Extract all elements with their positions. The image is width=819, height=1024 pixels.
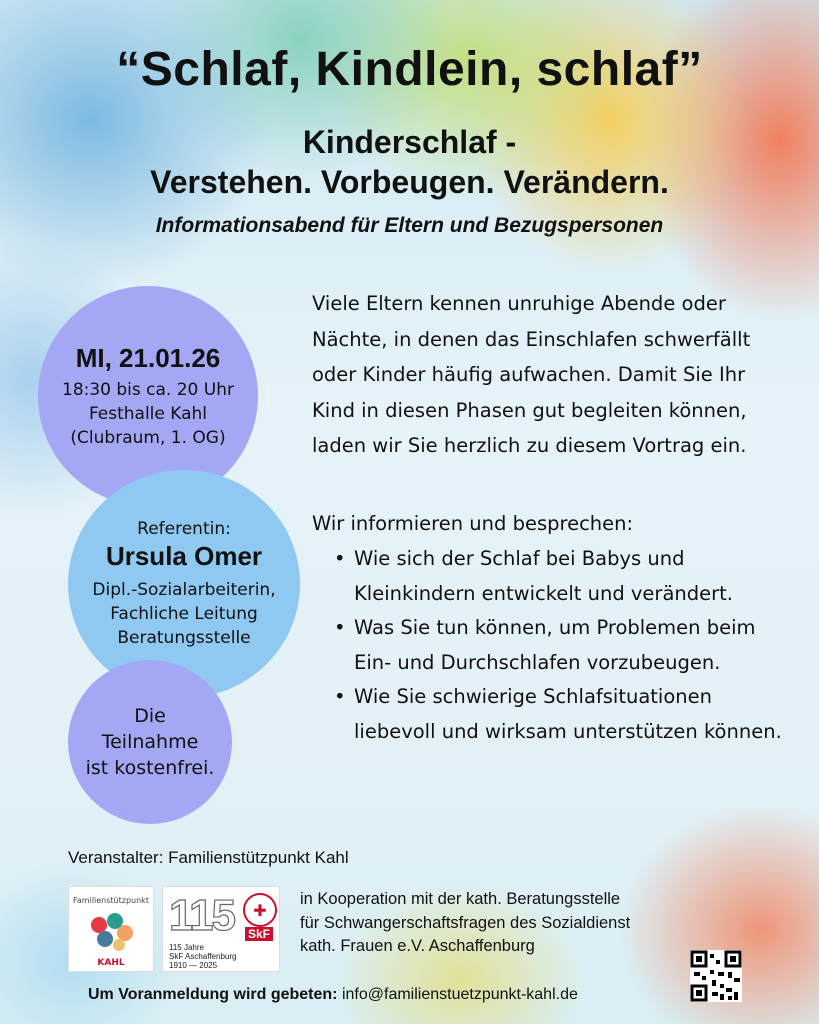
skf-caption-line-3: 1910 — 2025: [169, 961, 218, 970]
page-subtitle: [0, 122, 819, 202]
subtitle-line-1: Kinderschlaf -: [302, 124, 517, 160]
fee-line-3: ist kostenfrei.: [85, 757, 215, 779]
list-item: • Was Sie tun können, um Problemen beim Ein- und Durchschlafen vorzubeugen.: [330, 611, 790, 680]
cooperation-line-2: für Schwangerschaftsfragen des Sozialdienst: [300, 913, 631, 932]
cooperation-text: [300, 888, 740, 959]
page-title: “Schlaf, Kindlein, schlaf”: [116, 43, 703, 96]
registration-email-link[interactable]: info@familienstuetzpunkt-kahl.de: [341, 986, 578, 1003]
speaker-role-2: Fachliche Leitung: [110, 603, 258, 624]
fee-circle: [68, 660, 232, 824]
topics-intro: Wir informieren und besprechen:: [312, 512, 634, 535]
registration-label: Um Voranmeldung wird gebeten:: [88, 986, 338, 1003]
fsp-logo-top-text: Familienstützpunkt: [73, 896, 149, 905]
event-venue: Festhalle Kahl: [88, 403, 208, 424]
event-room: (Clubraum, 1. OG): [70, 427, 226, 448]
speaker-name: Ursula Omer: [105, 540, 263, 571]
topics-list: [330, 542, 790, 749]
organizer: Veranstalter: Familienstützpunkt Kahl: [68, 848, 349, 867]
cooperation-line-3: kath. Frauen e.V. Aschaffenburg: [300, 937, 535, 955]
subtitle-line-2: Verstehen. Vorbeugen. Verändern.: [150, 164, 669, 200]
skf-caption-line-1: 115 Jahre: [169, 943, 204, 952]
skf-anniversary-logo: [162, 886, 280, 972]
speaker-label: Referentin:: [137, 518, 231, 539]
fsp-logo-bottom-text: KAHL: [97, 958, 125, 968]
list-item: • Wie Sie schwierige Schlafsituationen liebevoll und wirksam unterstützen können.: [330, 680, 790, 749]
tagline: Informationsabend für Eltern und Bezugspersonen: [155, 214, 664, 237]
cooperation-line-1: in Kooperation mit der kath. Beratungsstelle: [300, 890, 621, 908]
familienstuetzpunkt-logo: [68, 886, 154, 972]
qr-code-icon[interactable]: [690, 950, 742, 1002]
event-date: MI, 21.01.26: [75, 342, 221, 373]
fee-line-2: Teilnahme: [101, 731, 199, 753]
skf-number: 115: [169, 891, 234, 940]
skf-cross-heart-icon: ✚: [243, 893, 277, 927]
registration: [88, 986, 578, 1004]
list-item: • Wie sich der Schlaf bei Babys und Kleinkindern entwickelt und verändert.: [330, 542, 790, 611]
speaker-circle: [68, 470, 300, 698]
intro-paragraph: Viele Eltern kennen unruhige Abende oder Nächte, in denen das Einschlafen schwerfällt oder Kinder häufig aufwachen. Damit Sie Ihr Kind in diesen Phasen gut begleiten können, laden wir Sie herzlich zu diesem Vortrag ein.: [312, 292, 751, 457]
speaker-role-1: Dipl.-Sozialarbeiterin,: [92, 579, 276, 600]
speaker-role-3: Beratungsstelle: [117, 627, 251, 648]
event-time: 18:30 bis ca. 20 Uhr: [62, 379, 234, 400]
skf-mark: SkF: [245, 927, 273, 941]
event-details-circle: [38, 286, 258, 506]
children-hands-logo: [69, 887, 153, 971]
skf-caption-line-2: SkF Aschaffenburg: [169, 952, 237, 961]
fee-line-1: Die: [134, 705, 166, 727]
skf-caption: [169, 943, 236, 970]
